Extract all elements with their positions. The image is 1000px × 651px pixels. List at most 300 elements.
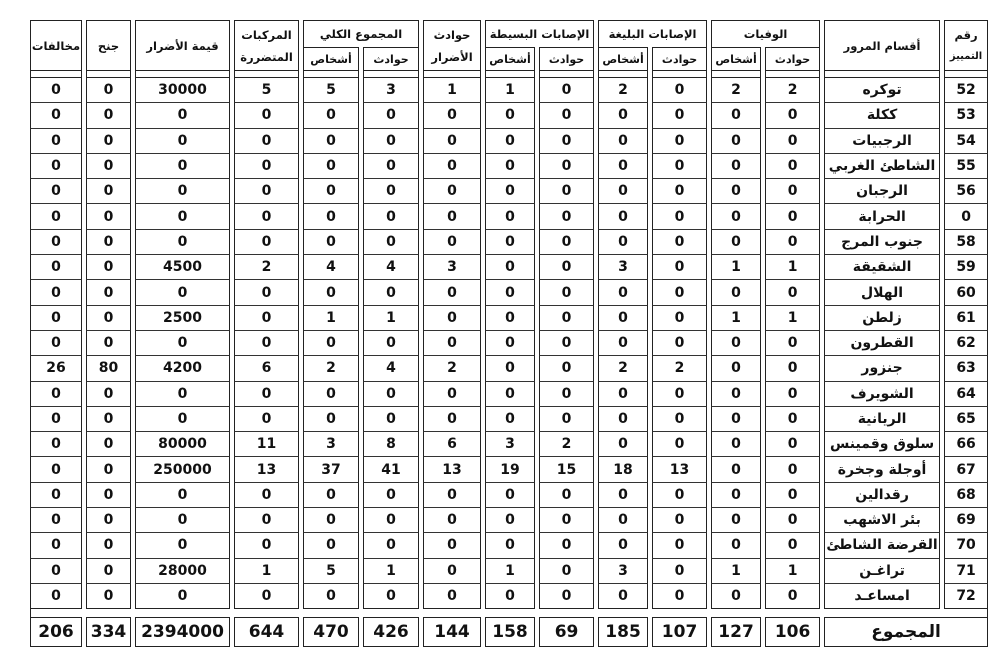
- cell-total-persons: 0: [303, 331, 359, 356]
- cell-deaths-accidents: 0: [765, 508, 820, 533]
- cell-damage-accidents: 13: [423, 457, 481, 482]
- row-id: 53: [944, 103, 988, 128]
- row-department: جنوب المرج: [824, 230, 940, 255]
- cell-serious-accidents: 0: [652, 407, 707, 432]
- cell-misdemeanors: 0: [86, 280, 131, 305]
- cell-deaths-accidents: 1: [765, 306, 820, 331]
- cell-damage-value: 0: [135, 331, 230, 356]
- row-department: الهلال: [824, 280, 940, 305]
- cell-damage-accidents: 0: [423, 559, 481, 584]
- table-row: [30, 356, 988, 381]
- total-cell: 144: [423, 617, 481, 647]
- row-department: رقدالين: [824, 483, 940, 508]
- cell-damage-accidents: 0: [423, 584, 481, 609]
- traffic-statistics-document: [26, 20, 983, 643]
- cell-total-accidents: 1: [363, 306, 419, 331]
- cell-deaths-accidents: 0: [765, 103, 820, 128]
- total-cell: 107: [652, 617, 707, 647]
- cell-misdemeanors: 0: [86, 230, 131, 255]
- header-department: أقسام المرور: [824, 20, 940, 71]
- cell-total-persons: 0: [303, 280, 359, 305]
- cell-minor-persons: 0: [485, 508, 535, 533]
- cell-violations: 0: [30, 255, 82, 280]
- cell-minor-accidents: 0: [539, 356, 594, 381]
- row-department: تراغـن: [824, 559, 940, 584]
- cell-serious-persons: 0: [598, 382, 648, 407]
- cell-minor-persons: 0: [485, 129, 535, 154]
- cell-misdemeanors: 0: [86, 382, 131, 407]
- cell-minor-accidents: 15: [539, 457, 594, 482]
- total-cell: 334: [86, 617, 131, 647]
- total-cell: 106: [765, 617, 820, 647]
- cell-violations: 0: [30, 432, 82, 457]
- cell-serious-accidents: 0: [652, 533, 707, 558]
- cell-deaths-persons: 0: [711, 457, 761, 482]
- cell-total-persons: 0: [303, 154, 359, 179]
- cell-damaged-vehicles: 0: [234, 154, 299, 179]
- cell-total-persons: 0: [303, 204, 359, 229]
- cell-total-accidents: 0: [363, 129, 419, 154]
- cell-deaths-persons: 0: [711, 432, 761, 457]
- cell-damage-value: 0: [135, 382, 230, 407]
- cell-damage-accidents: 0: [423, 382, 481, 407]
- cell-serious-accidents: 0: [652, 508, 707, 533]
- cell-damage-accidents: 0: [423, 306, 481, 331]
- cell-damaged-vehicles: 0: [234, 306, 299, 331]
- cell-deaths-accidents: 0: [765, 154, 820, 179]
- row-id: 62: [944, 331, 988, 356]
- row-department: الرجبان: [824, 179, 940, 204]
- cell-serious-persons: 0: [598, 584, 648, 609]
- cell-minor-persons: 0: [485, 179, 535, 204]
- cell-total-accidents: 4: [363, 255, 419, 280]
- cell-violations: 0: [30, 584, 82, 609]
- cell-serious-accidents: 0: [652, 204, 707, 229]
- cell-serious-persons: 0: [598, 483, 648, 508]
- cell-violations: 0: [30, 129, 82, 154]
- table-row: [30, 230, 988, 255]
- cell-damage-value: 250000: [135, 457, 230, 482]
- row-id: 61: [944, 306, 988, 331]
- cell-deaths-accidents: 0: [765, 356, 820, 381]
- cell-minor-persons: 1: [485, 77, 535, 103]
- cell-serious-persons: 0: [598, 103, 648, 128]
- cell-damaged-vehicles: 0: [234, 508, 299, 533]
- cell-deaths-accidents: 1: [765, 255, 820, 280]
- cell-damaged-vehicles: 0: [234, 483, 299, 508]
- table-row: [30, 331, 988, 356]
- cell-deaths-accidents: 0: [765, 432, 820, 457]
- cell-deaths-accidents: 0: [765, 457, 820, 482]
- cell-damaged-vehicles: 0: [234, 407, 299, 432]
- cell-damaged-vehicles: 13: [234, 457, 299, 482]
- cell-serious-persons: 2: [598, 356, 648, 381]
- cell-total-persons: 0: [303, 179, 359, 204]
- cell-total-persons: 0: [303, 508, 359, 533]
- cell-damage-value: 0: [135, 584, 230, 609]
- cell-serious-accidents: 0: [652, 179, 707, 204]
- cell-damaged-vehicles: 5: [234, 77, 299, 103]
- cell-total-accidents: 0: [363, 382, 419, 407]
- cell-serious-persons: 0: [598, 230, 648, 255]
- cell-misdemeanors: 0: [86, 204, 131, 229]
- row-department: امساعـد: [824, 584, 940, 609]
- table-row: [30, 559, 988, 584]
- cell-misdemeanors: 0: [86, 306, 131, 331]
- cell-serious-accidents: 0: [652, 230, 707, 255]
- cell-total-accidents: 0: [363, 584, 419, 609]
- cell-damage-accidents: 1: [423, 77, 481, 103]
- cell-violations: 0: [30, 457, 82, 482]
- cell-total-accidents: 0: [363, 533, 419, 558]
- cell-minor-persons: 0: [485, 154, 535, 179]
- cell-minor-persons: 0: [485, 280, 535, 305]
- cell-serious-accidents: 0: [652, 584, 707, 609]
- cell-damaged-vehicles: 0: [234, 280, 299, 305]
- cell-minor-accidents: 0: [539, 103, 594, 128]
- cell-minor-accidents: 0: [539, 306, 594, 331]
- table-row: [30, 306, 988, 331]
- cell-serious-persons: 0: [598, 129, 648, 154]
- cell-damage-accidents: 2: [423, 356, 481, 381]
- cell-minor-accidents: 0: [539, 533, 594, 558]
- cell-violations: 0: [30, 483, 82, 508]
- cell-deaths-persons: 0: [711, 483, 761, 508]
- cell-serious-persons: 0: [598, 154, 648, 179]
- cell-serious-accidents: 2: [652, 356, 707, 381]
- header-misdemeanors: جنح: [86, 20, 131, 71]
- row-id: 67: [944, 457, 988, 482]
- cell-minor-accidents: 0: [539, 331, 594, 356]
- cell-deaths-persons: 1: [711, 306, 761, 331]
- cell-violations: 0: [30, 280, 82, 305]
- cell-misdemeanors: 0: [86, 154, 131, 179]
- row-id: 69: [944, 508, 988, 533]
- table-row: [30, 129, 988, 154]
- cell-violations: 0: [30, 154, 82, 179]
- row-department: أوجلة وجخرة: [824, 457, 940, 482]
- cell-misdemeanors: 0: [86, 255, 131, 280]
- cell-minor-accidents: 0: [539, 559, 594, 584]
- cell-deaths-persons: 1: [711, 559, 761, 584]
- cell-serious-accidents: 0: [652, 559, 707, 584]
- cell-deaths-persons: 0: [711, 103, 761, 128]
- cell-minor-persons: 0: [485, 533, 535, 558]
- cell-damage-accidents: 0: [423, 407, 481, 432]
- cell-total-persons: 0: [303, 407, 359, 432]
- cell-damaged-vehicles: 0: [234, 382, 299, 407]
- cell-serious-persons: 0: [598, 432, 648, 457]
- cell-deaths-accidents: 0: [765, 179, 820, 204]
- cell-damage-value: 0: [135, 129, 230, 154]
- cell-total-persons: 1: [303, 306, 359, 331]
- cell-damage-accidents: 0: [423, 154, 481, 179]
- cell-deaths-accidents: 0: [765, 204, 820, 229]
- cell-misdemeanors: 0: [86, 584, 131, 609]
- cell-serious-persons: 3: [598, 559, 648, 584]
- cell-total-persons: 0: [303, 584, 359, 609]
- cell-total-persons: 0: [303, 382, 359, 407]
- total-cell: 158: [485, 617, 535, 647]
- table-row: [30, 179, 988, 204]
- cell-deaths-accidents: 0: [765, 382, 820, 407]
- row-department: الحرابة: [824, 204, 940, 229]
- cell-violations: 0: [30, 382, 82, 407]
- header-deaths: الوفيات: [711, 20, 820, 47]
- cell-damage-value: 0: [135, 103, 230, 128]
- row-id: 63: [944, 356, 988, 381]
- cell-damage-accidents: 0: [423, 331, 481, 356]
- cell-misdemeanors: 0: [86, 432, 131, 457]
- subheader-serious-accidents: حوادث: [652, 47, 707, 71]
- cell-damage-accidents: 0: [423, 508, 481, 533]
- cell-serious-persons: 0: [598, 306, 648, 331]
- cell-damage-value: 30000: [135, 77, 230, 103]
- cell-minor-persons: 0: [485, 382, 535, 407]
- cell-minor-accidents: 2: [539, 432, 594, 457]
- cell-deaths-persons: 0: [711, 382, 761, 407]
- cell-total-accidents: 0: [363, 103, 419, 128]
- row-department: القطرون: [824, 331, 940, 356]
- cell-damaged-vehicles: 0: [234, 533, 299, 558]
- cell-total-accidents: 0: [363, 230, 419, 255]
- cell-minor-accidents: 0: [539, 179, 594, 204]
- subheader-total-accidents: حوادث: [363, 47, 419, 71]
- header-damaged-vehicles: المركبات المتضررة: [234, 20, 299, 71]
- cell-damaged-vehicles: 2: [234, 255, 299, 280]
- cell-total-persons: 0: [303, 103, 359, 128]
- cell-serious-accidents: 0: [652, 255, 707, 280]
- cell-violations: 0: [30, 204, 82, 229]
- cell-damage-value: 28000: [135, 559, 230, 584]
- cell-damage-accidents: 0: [423, 103, 481, 128]
- row-id: 52: [944, 77, 988, 103]
- cell-deaths-accidents: 0: [765, 230, 820, 255]
- cell-deaths-accidents: 2: [765, 77, 820, 103]
- total-cell: 206: [30, 617, 82, 647]
- cell-minor-persons: 0: [485, 584, 535, 609]
- row-department: الريانية: [824, 407, 940, 432]
- subheader-serious-persons: أشخاص: [598, 47, 648, 71]
- cell-serious-accidents: 0: [652, 331, 707, 356]
- total-cell: 644: [234, 617, 299, 647]
- header-grand-total: المجموع الكلي: [303, 20, 419, 47]
- subheader-deaths-accidents: حوادث: [765, 47, 820, 71]
- cell-minor-persons: 0: [485, 331, 535, 356]
- cell-deaths-persons: 0: [711, 154, 761, 179]
- cell-damaged-vehicles: 0: [234, 331, 299, 356]
- row-department: القرضة الشاطئ: [824, 533, 940, 558]
- table-row: [30, 508, 988, 533]
- cell-minor-persons: 0: [485, 230, 535, 255]
- cell-total-persons: 0: [303, 533, 359, 558]
- row-id: 55: [944, 154, 988, 179]
- cell-damage-accidents: 6: [423, 432, 481, 457]
- table-row: [30, 154, 988, 179]
- cell-minor-persons: 19: [485, 457, 535, 482]
- cell-deaths-persons: 0: [711, 407, 761, 432]
- cell-minor-persons: 1: [485, 559, 535, 584]
- cell-minor-accidents: 0: [539, 154, 594, 179]
- cell-serious-persons: 0: [598, 533, 648, 558]
- row-id: 54: [944, 129, 988, 154]
- cell-damage-accidents: 0: [423, 129, 481, 154]
- cell-deaths-persons: 1: [711, 255, 761, 280]
- total-cell: 127: [711, 617, 761, 647]
- cell-misdemeanors: 0: [86, 331, 131, 356]
- cell-total-persons: 3: [303, 432, 359, 457]
- cell-minor-persons: 0: [485, 483, 535, 508]
- cell-deaths-persons: 0: [711, 230, 761, 255]
- cell-damaged-vehicles: 1: [234, 559, 299, 584]
- cell-violations: 0: [30, 508, 82, 533]
- table-row: [30, 280, 988, 305]
- cell-misdemeanors: 0: [86, 103, 131, 128]
- cell-deaths-accidents: 0: [765, 129, 820, 154]
- cell-damage-value: 0: [135, 280, 230, 305]
- cell-damage-value: 0: [135, 230, 230, 255]
- header-id: رقم التمييز: [944, 20, 988, 71]
- cell-total-accidents: 4: [363, 356, 419, 381]
- cell-total-accidents: 1: [363, 559, 419, 584]
- row-department: ككلة: [824, 103, 940, 128]
- cell-serious-accidents: 0: [652, 129, 707, 154]
- cell-damage-value: 0: [135, 204, 230, 229]
- header-violations: مخالفات: [30, 20, 82, 71]
- cell-violations: 0: [30, 230, 82, 255]
- cell-minor-persons: 0: [485, 306, 535, 331]
- cell-serious-accidents: 0: [652, 154, 707, 179]
- cell-minor-persons: 0: [485, 204, 535, 229]
- cell-minor-accidents: 0: [539, 280, 594, 305]
- cell-total-accidents: 0: [363, 331, 419, 356]
- cell-deaths-persons: 0: [711, 356, 761, 381]
- cell-damage-value: 80000: [135, 432, 230, 457]
- cell-misdemeanors: 0: [86, 457, 131, 482]
- cell-damage-value: 0: [135, 483, 230, 508]
- cell-serious-persons: 3: [598, 255, 648, 280]
- cell-minor-accidents: 0: [539, 255, 594, 280]
- cell-serious-accidents: 0: [652, 432, 707, 457]
- cell-damaged-vehicles: 0: [234, 584, 299, 609]
- cell-total-persons: 0: [303, 230, 359, 255]
- cell-deaths-accidents: 1: [765, 559, 820, 584]
- cell-damaged-vehicles: 0: [234, 230, 299, 255]
- cell-total-persons: 0: [303, 129, 359, 154]
- cell-total-persons: 0: [303, 483, 359, 508]
- cell-serious-persons: 0: [598, 508, 648, 533]
- cell-misdemeanors: 0: [86, 559, 131, 584]
- cell-misdemeanors: 0: [86, 129, 131, 154]
- cell-misdemeanors: 0: [86, 483, 131, 508]
- cell-violations: 0: [30, 306, 82, 331]
- row-department: الشويرف: [824, 382, 940, 407]
- cell-damaged-vehicles: 0: [234, 129, 299, 154]
- cell-deaths-persons: 0: [711, 129, 761, 154]
- cell-minor-persons: 0: [485, 356, 535, 381]
- cell-serious-persons: 0: [598, 407, 648, 432]
- table-row: [30, 255, 988, 280]
- row-department: بئر الاشهب: [824, 508, 940, 533]
- cell-damage-value: 2500: [135, 306, 230, 331]
- cell-serious-persons: 0: [598, 204, 648, 229]
- cell-damage-accidents: 0: [423, 179, 481, 204]
- cell-damaged-vehicles: 11: [234, 432, 299, 457]
- cell-damaged-vehicles: 0: [234, 204, 299, 229]
- cell-damage-value: 0: [135, 508, 230, 533]
- cell-total-accidents: 0: [363, 204, 419, 229]
- row-department: توكره: [824, 77, 940, 103]
- cell-damaged-vehicles: 6: [234, 356, 299, 381]
- cell-serious-persons: 0: [598, 331, 648, 356]
- row-department: الرجبيات: [824, 129, 940, 154]
- row-id: 59: [944, 255, 988, 280]
- cell-serious-accidents: 0: [652, 103, 707, 128]
- cell-misdemeanors: 0: [86, 77, 131, 103]
- cell-minor-persons: 3: [485, 432, 535, 457]
- cell-violations: 26: [30, 356, 82, 381]
- cell-total-persons: 2: [303, 356, 359, 381]
- table-row: [30, 584, 988, 609]
- cell-deaths-accidents: 0: [765, 533, 820, 558]
- table-row: [30, 483, 988, 508]
- cell-total-persons: 4: [303, 255, 359, 280]
- total-cell: 69: [539, 617, 594, 647]
- cell-deaths-persons: 0: [711, 331, 761, 356]
- cell-deaths-persons: 0: [711, 280, 761, 305]
- cell-serious-accidents: 0: [652, 306, 707, 331]
- cell-minor-persons: 0: [485, 255, 535, 280]
- table-row: [30, 77, 988, 103]
- table-row: [30, 204, 988, 229]
- cell-total-accidents: 8: [363, 432, 419, 457]
- cell-serious-persons: 0: [598, 280, 648, 305]
- cell-serious-accidents: 13: [652, 457, 707, 482]
- cell-total-persons: 5: [303, 559, 359, 584]
- cell-minor-accidents: 0: [539, 407, 594, 432]
- cell-total-accidents: 0: [363, 154, 419, 179]
- cell-total-accidents: 3: [363, 77, 419, 103]
- cell-violations: 0: [30, 559, 82, 584]
- totals-label: المجموع: [824, 617, 988, 647]
- cell-deaths-persons: 0: [711, 508, 761, 533]
- cell-violations: 0: [30, 331, 82, 356]
- cell-damage-accidents: 0: [423, 230, 481, 255]
- cell-total-accidents: 41: [363, 457, 419, 482]
- table-row: [30, 382, 988, 407]
- row-id: 72: [944, 584, 988, 609]
- cell-damage-accidents: 0: [423, 204, 481, 229]
- row-id: 56: [944, 179, 988, 204]
- cell-serious-accidents: 0: [652, 483, 707, 508]
- cell-total-accidents: 0: [363, 483, 419, 508]
- total-cell: 470: [303, 617, 359, 647]
- cell-minor-accidents: 0: [539, 508, 594, 533]
- cell-violations: 0: [30, 77, 82, 103]
- cell-deaths-persons: 0: [711, 179, 761, 204]
- cell-minor-accidents: 0: [539, 77, 594, 103]
- cell-deaths-accidents: 0: [765, 280, 820, 305]
- cell-minor-accidents: 0: [539, 382, 594, 407]
- row-department: الشاطئ الغربي: [824, 154, 940, 179]
- table-row: [30, 457, 988, 482]
- row-id: 66: [944, 432, 988, 457]
- cell-misdemeanors: 80: [86, 356, 131, 381]
- cell-deaths-accidents: 0: [765, 584, 820, 609]
- row-id: 58: [944, 230, 988, 255]
- cell-deaths-accidents: 0: [765, 483, 820, 508]
- total-cell: 426: [363, 617, 419, 647]
